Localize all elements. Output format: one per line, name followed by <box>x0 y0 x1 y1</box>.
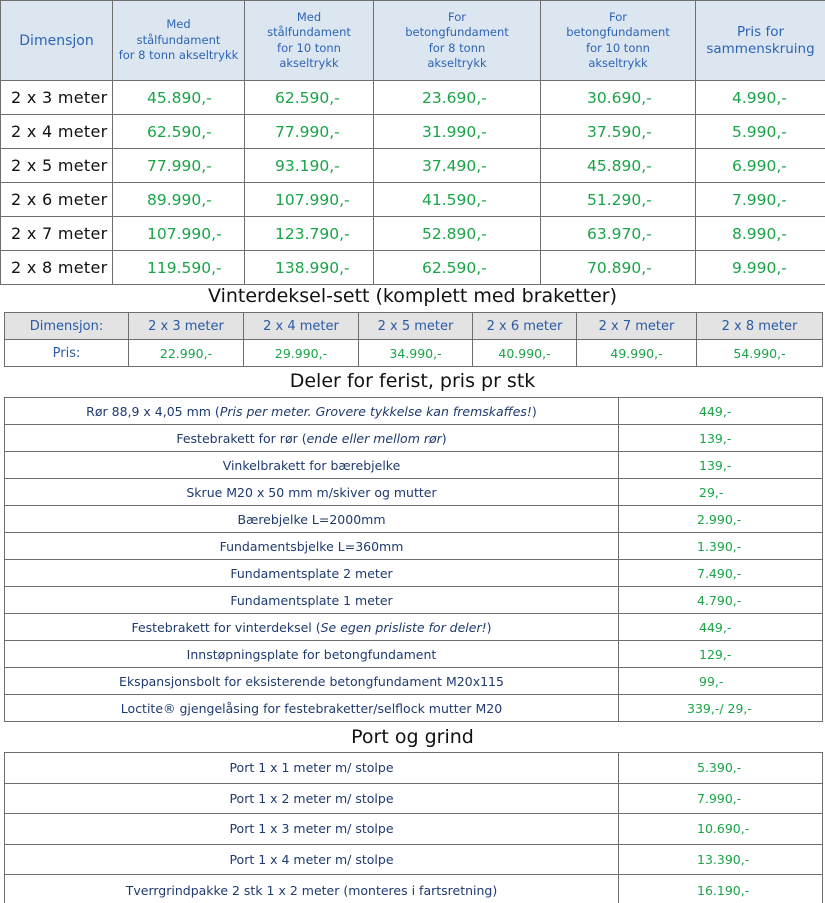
price-steel-8: 77.990,- <box>113 149 245 183</box>
price-steel-10: 107.990,- <box>245 183 374 217</box>
header-line: Med <box>296 9 322 24</box>
part-name <box>5 425 619 452</box>
header-line: betongfundament <box>405 25 509 39</box>
table-row <box>5 783 823 814</box>
parts-title: Deler for ferist, pris pr stk <box>289 370 536 392</box>
part-price: 139,- <box>619 452 823 479</box>
price-assembly: 8.990,- <box>696 217 825 251</box>
table-row <box>5 614 823 641</box>
gate-name: Port 1 x 4 meter m/ stolpe <box>5 844 619 875</box>
winter-price: 40.990,- <box>473 340 577 367</box>
winter-dimension: 2 x 7 meter <box>577 313 697 340</box>
table-row <box>1 251 825 285</box>
winter-cover-table <box>4 312 823 367</box>
header-line: akseltrykk <box>588 56 648 70</box>
part-price: 449,- <box>619 614 823 641</box>
price-concrete-10: 51.290,- <box>541 183 696 217</box>
table-row <box>5 695 823 722</box>
cattle-grid-price-table <box>0 0 825 285</box>
table-row <box>5 587 823 614</box>
header-assembly-price <box>696 1 825 81</box>
gate-price: 10.690,- <box>619 814 823 845</box>
table-row <box>5 479 823 506</box>
price-steel-8: 107.990,- <box>113 217 245 251</box>
table-row <box>5 560 823 587</box>
price-steel-8: 119.590,- <box>113 251 245 285</box>
part-name-text: Festebrakett for rør ( <box>176 430 307 446</box>
price-steel-10: 62.590,- <box>245 81 374 115</box>
row-dimension: 2 x 4 meter <box>1 115 113 149</box>
table-header-row <box>1 1 825 81</box>
price-assembly: 7.990,- <box>696 183 825 217</box>
gate-price: 7.990,- <box>619 783 823 814</box>
part-name-suffix: ) <box>441 430 447 446</box>
gate-price: 5.390,- <box>619 753 823 784</box>
part-name: Fundamentsbjelke L=360mm <box>5 533 619 560</box>
row-dimension: 2 x 3 meter <box>1 81 113 115</box>
part-name: Fundamentsplate 2 meter <box>5 560 619 587</box>
price-steel-10: 138.990,- <box>245 251 374 285</box>
price-concrete-8: 23.690,- <box>374 81 541 115</box>
part-price: 129,- <box>619 641 823 668</box>
price-assembly: 9.990,- <box>696 251 825 285</box>
table-row <box>5 452 823 479</box>
table-row <box>1 183 825 217</box>
header-line: Pris for <box>736 23 785 40</box>
price-concrete-10: 30.690,- <box>541 81 696 115</box>
header-line: betongfundament <box>566 25 670 39</box>
table-row <box>1 115 825 149</box>
price-steel-10: 123.790,- <box>245 217 374 251</box>
winter-price: 54.990,- <box>697 340 823 367</box>
header-line: for 8 tonn akseltrykk <box>118 48 239 63</box>
table-row <box>5 533 823 560</box>
part-name: Loctite® gjengelåsing for festebraketter/selflock mutter M20 <box>5 695 619 722</box>
header-steel-8-ton <box>113 1 245 81</box>
gate-price: 16.190,- <box>619 875 823 903</box>
price-concrete-8: 37.490,- <box>374 149 541 183</box>
part-name-text: Festebrakett for vinterdeksel ( <box>131 619 321 635</box>
winter-price: 29.990,- <box>244 340 359 367</box>
header-line: for 10 tonn <box>586 40 650 55</box>
table-row <box>1 217 825 251</box>
row-dimension: 2 x 8 meter <box>1 251 113 285</box>
row-dimension: 2 x 6 meter <box>1 183 113 217</box>
row-dimension: 2 x 7 meter <box>1 217 113 251</box>
price-concrete-10: 37.590,- <box>541 115 696 149</box>
header-dimension: Dimensjon <box>1 1 113 81</box>
price-label: Pris: <box>5 340 129 367</box>
header-line: For <box>448 9 466 24</box>
gate-name: Tverrgrindpakke 2 stk 1 x 2 meter (monteres i fartsretning) <box>5 875 619 903</box>
price-concrete-10: 70.890,- <box>541 251 696 285</box>
part-name: Skrue M20 x 50 mm m/skiver og mutter <box>5 479 619 506</box>
table-row <box>5 844 823 875</box>
price-concrete-8: 62.590,- <box>374 251 541 285</box>
part-price: 29,- <box>619 479 823 506</box>
part-note: Se egen prisliste for deler! <box>320 619 487 635</box>
winter-cover-dimension-row <box>5 313 823 340</box>
row-dimension: 2 x 5 meter <box>1 149 113 183</box>
gate-name: Port 1 x 3 meter m/ stolpe <box>5 814 619 845</box>
winter-dimension: 2 x 4 meter <box>244 313 359 340</box>
header-line: For <box>609 9 627 24</box>
winter-cover-title: Vinterdeksel-sett (komplett med braketter) <box>207 285 617 307</box>
table-row <box>5 506 823 533</box>
price-concrete-10: 63.970,- <box>541 217 696 251</box>
table-row <box>5 641 823 668</box>
gate-price: 13.390,- <box>619 844 823 875</box>
part-price: 4.790,- <box>619 587 823 614</box>
header-concrete-8-ton <box>374 1 541 81</box>
table-row <box>1 149 825 183</box>
part-price: 339,-/ 29,- <box>619 695 823 722</box>
price-assembly: 4.990,- <box>696 81 825 115</box>
winter-dimension: 2 x 6 meter <box>473 313 577 340</box>
header-line: stålfundament <box>267 25 351 39</box>
part-name: Vinkelbrakett for bærebjelke <box>5 452 619 479</box>
part-name: Fundamentsplate 1 meter <box>5 587 619 614</box>
gates-table <box>4 752 823 903</box>
part-name-suffix: ) <box>486 619 492 635</box>
table-row <box>5 668 823 695</box>
part-name-suffix: ) <box>531 403 537 419</box>
header-line: Med <box>166 17 191 32</box>
part-price: 1.390,- <box>619 533 823 560</box>
part-price: 99,- <box>619 668 823 695</box>
winter-dimension: 2 x 8 meter <box>697 313 823 340</box>
table-row <box>5 814 823 845</box>
winter-price: 34.990,- <box>359 340 473 367</box>
price-assembly: 5.990,- <box>696 115 825 149</box>
price-concrete-10: 45.890,- <box>541 149 696 183</box>
price-steel-8: 89.990,- <box>113 183 245 217</box>
header-line: stålfundament <box>136 32 221 47</box>
price-concrete-8: 52.890,- <box>374 217 541 251</box>
price-steel-10: 77.990,- <box>245 115 374 149</box>
price-assembly: 6.990,- <box>696 149 825 183</box>
part-name: Ekspansjonsbolt for eksisterende betongfundament M20x115 <box>5 668 619 695</box>
price-steel-8: 62.590,- <box>113 115 245 149</box>
table-row <box>5 753 823 784</box>
table-row <box>5 398 823 425</box>
header-concrete-10-ton <box>541 1 696 81</box>
part-note: Pris per meter. Grovere tykkelse kan fremskaffes! <box>219 403 532 419</box>
winter-cover-price-row <box>5 340 823 367</box>
part-name: Bærebjelke L=2000mm <box>5 506 619 533</box>
price-concrete-8: 41.590,- <box>374 183 541 217</box>
dimension-label: Dimensjon: <box>5 313 129 340</box>
part-price: 449,- <box>619 398 823 425</box>
price-steel-8: 45.890,- <box>113 81 245 115</box>
parts-table <box>4 397 823 722</box>
table-row <box>5 425 823 452</box>
header-line: akseltrykk <box>427 56 487 70</box>
winter-dimension: 2 x 5 meter <box>359 313 473 340</box>
price-concrete-8: 31.990,- <box>374 115 541 149</box>
table-row <box>5 875 823 903</box>
part-name <box>5 398 619 425</box>
part-name <box>5 614 619 641</box>
part-price: 2.990,- <box>619 506 823 533</box>
part-note: ende eller mellom rør <box>306 430 442 446</box>
gates-title: Port og grind <box>351 726 474 748</box>
header-line: for 10 tonn akseltrykk <box>277 40 341 70</box>
part-price: 7.490,- <box>619 560 823 587</box>
winter-dimension: 2 x 3 meter <box>129 313 244 340</box>
header-line: for 8 tonn <box>428 40 486 55</box>
price-steel-10: 93.190,- <box>245 149 374 183</box>
part-name-text: Rør 88,9 x 4,05 mm ( <box>86 403 220 419</box>
table-row <box>1 81 825 115</box>
part-name: Innstøpningsplate for betongfundament <box>5 641 619 668</box>
gate-name: Port 1 x 1 meter m/ stolpe <box>5 753 619 784</box>
header-line: sammenskruing <box>706 40 815 57</box>
part-price: 139,- <box>619 425 823 452</box>
gate-name: Port 1 x 2 meter m/ stolpe <box>5 783 619 814</box>
winter-price: 49.990,- <box>577 340 697 367</box>
header-steel-10-ton <box>245 1 374 81</box>
winter-price: 22.990,- <box>129 340 244 367</box>
